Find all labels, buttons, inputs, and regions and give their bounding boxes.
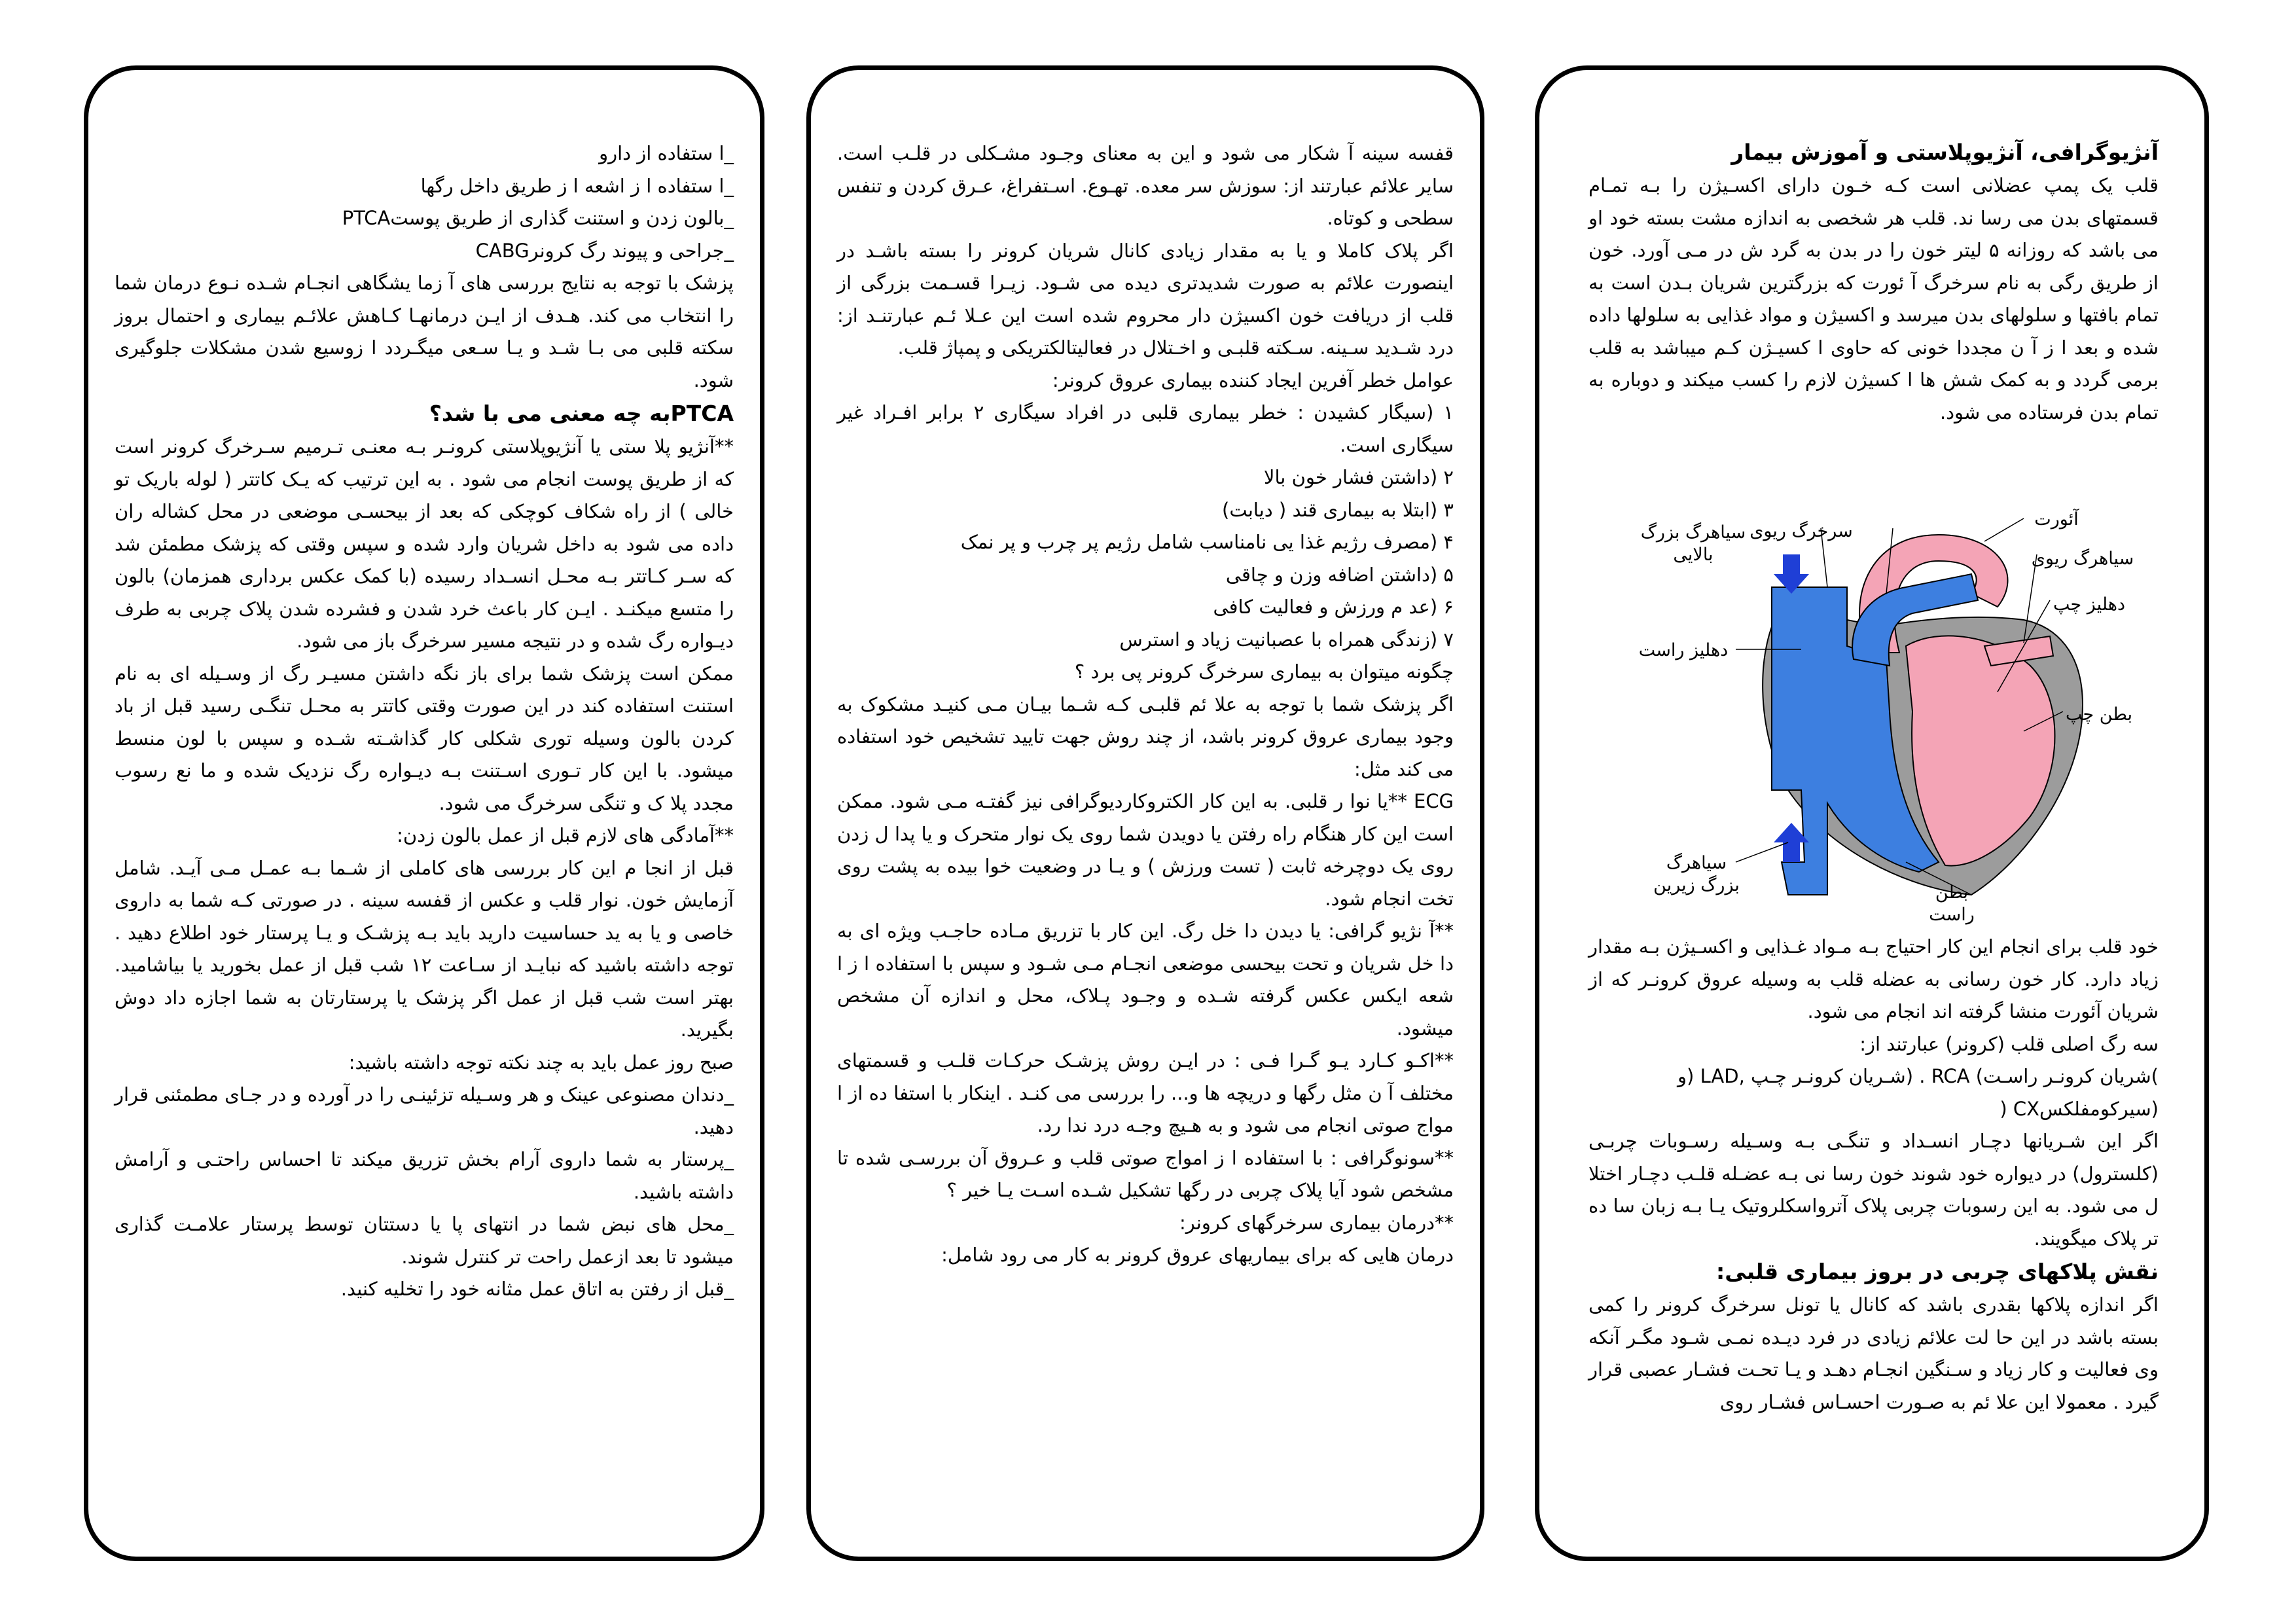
list-item: _بالون زدن و استنت گذاری از طریق پوستPTCA: [342, 207, 734, 229]
label-left-ventricle: بطن چپ: [2065, 704, 2132, 725]
list-item: _قبل از رفتن به اتاق عمل مثانه خود را تخلیه کنید.: [340, 1278, 734, 1300]
list-item: ۴ (مصرف رژیم غذا یی نامناسب شامل رژیم پر چرب و پر نمک: [960, 531, 1454, 553]
list-item: _ا ستفاده ا ز اشعه ا ز طریق داخل رگها: [420, 174, 734, 197]
label-right-atrium: دهلیز راست: [1638, 640, 1729, 660]
paragraph: درمان هایی که برای بیماریهای عروق کرونر به کار می رود شامل:: [941, 1244, 1454, 1266]
label-superior-vena-cava: سیاهرگ بزرگ بالایی: [1640, 522, 1746, 565]
label-pulmonary-artery: سرخرگ ریوی: [1749, 521, 1853, 541]
page-title: آنژیوگرافی، آنژیوپلاستی و آموزش بیمار: [1731, 139, 2159, 165]
label-right-ventricle: بطن راست: [1929, 882, 1975, 925]
section-heading: نقش پلاکهای چربی در بروز بیماری قلبی:: [1716, 1259, 2159, 1284]
paragraph: **درمان بیماری سرخرگهای کرونر:: [1179, 1211, 1454, 1234]
label-inferior-vena-cava: سیاهرگ بزرگ زیرین: [1653, 853, 1740, 895]
paragraph: عوامل خطر آفرین ایجاد کننده بیماری عروق کرونر:: [1052, 369, 1454, 391]
label-pulmonary-veins: سیاهرگ ریوی: [2031, 549, 2134, 569]
paragraph: اگر اندازه پلاکها بقدری باشد که کانال یا تونل سرخرگ کرونر را کمی بسته باشد در این حا لت علائم زیادی در فرد دیـده نمـی شـود مگـر آنکه وی فعالیت و کار زیاد و سـنگین انجـام دهـد و یـا تحـت فشـار عصبی قرار گیرد . معمولا این علا ئم به صـورت احسـاس فشـار روی: [1588, 1293, 2159, 1413]
paragraph: قبل از انجا م این کار بررسی های کاملی از شـما بـه عمـل مـی آیـد. شامل آزمایش خون. نوار قلب و عکس از قفسه سینه . در صورتی کـه شما به داروی خاصی و یا به ید حساسیت دارید باید بـه پزشـک و یـا پرستار خود اطلاع دهید . توجه داشته باشید که نبایـد از سـاعت ١٢ شب قبل از عمل بخورید یا بیاشامید. بهتر است شب قبل از عمل اگر پزشک یا پرستارتان به شما اجازه داد دوش بگیرید.: [115, 856, 734, 1041]
list-item: ٧ (زندگی همراه با عصبانیت زیاد و استرس: [1119, 628, 1454, 651]
panel-middle: [806, 65, 1484, 1561]
list-item: _پرستار به شما داروی آرام بخش تزریق میکند تا احساس راحتـی و آرامش داشته باشید.: [115, 1148, 734, 1203]
paragraph: اگر پزشک شما با توجه به علا ئم قلبـی کـه شـما بیـان مـی کنیـد مشکوک به وجود بیماری عروق کرونر باشد، از چند روش جهت تایید تشخیص خود استفاده می کند مثل:: [837, 693, 1454, 780]
paragraph: **سونوگرافی : با استفاده ا ز امواج صوتی قلب و عـروق آن بررسـی شده تا مشخص شود آیا پلاک چربی در رگها تشکیل شـده اسـت یـا خیر ؟: [837, 1146, 1454, 1201]
intro-paragraph: قلب یک پمپ عضلانی است کـه خـون دارای اکسـیژن را بـه تمـام قسمتهای بدن می رسا ند. قلب هر شخصی به اندازه مشت بسته خود او می باشد که روزانه ۵ لیتر خون را در بدن به گرد ش در مـی آورد. خون از طریق رگی به نام سرخرگ آ ئورت که بزرگترین شریان بـدن است به تمام بافتها و سلولهای بدن میرسد و اکسیژن و مواد غذایی به سلولها داده شده و بعد ا ز آ ن مجددا خونی که حاوی ا کسیـژن کـم میباشد به قلب برمی گردد و به کمک شش ها ا کسیژن لازم را کسب میکند و دوباره به تمام بدن فرستاده می شود.: [1588, 174, 2159, 424]
paragraph: اگر پلاک کاملا و یا به مقدار زیادی کانال شریان کرونر را بسته باشـد در اینصورت علائم به صورت شدیدتری دیده می شـود. زیـرا قسـمت بزرگی از قلب از دریافت خون اکسیژن دار محروم شده است این عـلا ئـم عبارتنـد از: درد شـدید سـینه. سـکته قلبـی و اخـتلال در فعالیتالکتریکی و پمپاژ قلب.: [837, 239, 1454, 359]
panel-left: [84, 65, 764, 1561]
paragraph: **آ نژیو گرافی: یا دیدن دا خل رگ. این کار با تزریق مـاده حاجـب ویژه ای به دا خل شریان و تحت بیحسی موضعی انجـام مـی شـود و سپس با استفاده ا ز ا شعه ایکس عکس گرفته شـده و وجـود پـلاک، محل و اندازه آن مشخص میشود.: [837, 920, 1454, 1039]
paragraph: (سیرکومفلکسCX (: [2000, 1097, 2159, 1120]
label-aorta: آئورت: [2034, 509, 2079, 530]
paragraph: **آنژیو پلا ستی یا آنژیوپلاستی کرونـر بـه معنـی تـرمیم سـرخرگ کرونر است که از طریق پوست انجام می شود . به این ترتیب که یـک کاتتر ( لوله باریک تو خالی ) از راه شکاف کوچکی که بعد از بیحسـی موضعی در محل کشاله ران داده می شود به داخل شریان وارد شده و سپس وقتی که پزشک مطمئن شد که سـر کـاتتر بـه محـل انسـداد رسیده (با کمک عکس برداری همزمان) بالون را متسع میکنـد . ایـن کار باعث خرد شدن و فشرده شدن پلاک چربی به طرف دیـواره رگ شده و در نتیجه مسیر سرخرگ باز می شود.: [115, 435, 734, 652]
list-item: ۵ (داشتن اضافه وزن و چاقی: [1225, 563, 1454, 586]
paragraph: ممکن است پزشک شما برای باز نگه داشتن مسیـر رگ از وسـیله ای به نام استنت استفاده کند در این صورت وقتی کاتتر به محـل تنگـی رسید قبل از باد کردن بالون وسیله توری شکلی کار گذاشـته شـده و سپس با لون منسط میشود. با این کار تـوری اسـتنت بـه دیـواره رگ نزدیک شده و ما نع رسوب مجدد پلا ک و تنگی سرخرگ می شود.: [115, 662, 734, 814]
paragraph: خود قلب برای انجام این کار احتیاج بـه مـواد غـذایی و اکسـیژن بـه مقدار زیاد دارد. کار خون رسانی به عضله قلب به وسیله عروق کرونـر که از شریان آئورت منشا گرفته اند انجام می شود.: [1588, 935, 2159, 1022]
list-item: ٣ (ابتلا به بیماری قند ( دیابت): [1222, 498, 1454, 521]
right-bottom-text: [1588, 931, 2159, 1418]
paragraph: **آمادگی های لازم قبل از عمل بالون زدن:: [397, 824, 734, 846]
list-item: _جراحی و پیوند رگ کرونرCABG: [475, 239, 734, 262]
heart-diagram: [1631, 496, 2155, 925]
list-item: ١ (سیگار کشیدن : خطر بیماری قلبی در افراد سیگاری ٢ برابر افـراد غیر سیگاری است.: [837, 401, 1454, 456]
list-item: _ا ستفاده از دارو: [599, 142, 734, 164]
list-item: _دندان مصنوعی عینک و هر وسـیله تزئینـی را در آورده و در جـای مطمئنی قرار دهید.: [115, 1083, 734, 1138]
middle-text: [837, 137, 1454, 1272]
paragraph: چگونه میتوان به بیماری سرخرگ کرونر پی برد ؟: [1074, 660, 1454, 683]
paragraph: قفسه سینه آ شکار می شود و این به معنای وجـود مشـکلی در قلـب است. سایر علائم عبارتند از: سوزش سر معده. تهـوع. اسـتفراغ، عـرق کردن و تنفس سطحی و کوتاه.: [837, 142, 1454, 229]
paragraph: **اکـو کـارد یـو گـرا فـی : در ایـن روش پزشـک حرکـات قلـب و قسمتهای مختلف آ ن مثل رگها و دریچه ها و... را بررسی می کنـد . اینکار با استفا ده از ا مواج صوتی انجام می شود و به هـیچ وجـه درد ندا رد.: [837, 1049, 1454, 1136]
paragraph: ECG **یا نوا ر قلبی. به این کار الکتروکاردیوگرافی نیز گفتـه مـی شود. ممکن است این کار هنگام راه رفتن یا دویدن شما روی یک نوار متحرک و یا پدا ل زدن روی یک دوچرخه ثابت ( تست ورزش ) و یـا در وضعیت خوا بیده به پشت روی تخت انجام شود.: [837, 790, 1454, 910]
paragraph: )شریان کرونـر راسـت) RCA . (شـریان کرونـر چـپ ,LAD (و: [1677, 1065, 2159, 1087]
paragraph: سه رگ اصلی قلب (کرونر) عبارتند از:: [1859, 1032, 2159, 1055]
paragraph: صبح روز عمل باید به چند نکته توجه داشته باشید:: [348, 1051, 734, 1074]
paragraph: اگر این شـریانها دچـار انسـداد و تنگـی بـه وسـیله رسـوبات چربـی (کلسترول) در دیواره خود شوند خون رسا نی بـه عضـله قلـب دچـار اختلا ل می شود. به این رسوبات چربی پلاک آترواسکلروتیک یـا بـه زبان سا ده تر پلاک میگویند.: [1588, 1130, 2159, 1250]
panel-right: [1535, 65, 2209, 1561]
paragraph: پزشک با توجه به نتایج بررسی های آ زما یشگاهی انجـام شـده نـوع درمان شما را انتخاب می کند. هـدف از ایـن درمانهـا کـاهش علائـم بیماری و احتمال بروز سکته قلبی می بـا شـد و یـا سـعی میگـردد ا زوسیع شدن مشکلات جلوگیری شود.: [115, 272, 734, 391]
label-left-atrium: دهلیز چپ: [2053, 594, 2126, 615]
right-top-text: [1588, 135, 2159, 429]
left-text: [115, 137, 734, 1306]
list-item: ٢ (داشتن فشار خون بالا: [1263, 466, 1454, 488]
list-item: ۶ (عد م ورزش و فعالیت کافی: [1213, 596, 1454, 618]
list-item: _محل های نبض شما در انتهای پا یا دستتان توسط پرستار علامـت گذاری میشود تا بعد ازعمل راحت تر کنترل شوند.: [115, 1213, 734, 1268]
section-heading: PTCAبه چه معنی می با شد؟: [429, 401, 734, 426]
